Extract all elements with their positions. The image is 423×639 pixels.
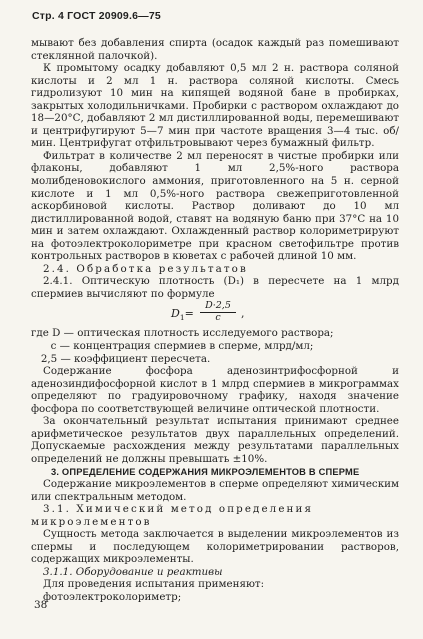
- formula-fraction: [197, 300, 239, 323]
- paragraph: Фильтрат в количестве 2 мл переносят в чистые пробирки или флаконы, добавляют 1 мл 2,5%-ного раствора молибденовокислого аммония, приготовленного на 5 н. серной кислоте и 1 мл 0,5%-ного раствора свежеприготовленной аскорбиновой кислоты. Раствор доливают до 10 мл дистиллированной водой, ставят на водяную баню при 37°С на 10 мин и затем охлаждают. Охлажденный раствор колориметрируют на фотоэлектроколориметре при красном светофильтре против контрольных растворов в кюветах с рабочей длиной 10 мм.: [31, 149, 399, 263]
- page-number: 38: [34, 599, 48, 611]
- paragraph: Для проведения испытания применяют:: [43, 578, 265, 591]
- paragraph: Содержание фосфора аденозинтрифосфорной и аденозиндифосфорной кислот в 1 млрд спермиев в микрограммах определяют по градуировочному графику, находя значение фосфора по соответствующей величине оптической плотности.: [31, 365, 399, 415]
- formula-denominator: c: [215, 312, 221, 324]
- list-item: фотоэлектроколориметр;: [43, 590, 182, 603]
- formula-lhs: $D_1=$: [171, 307, 194, 323]
- subsection-heading: 3.1. Химический метод определения микроэлементов: [31, 503, 314, 528]
- paragraph: За окончательный результат испытания принимают среднее арифметическое результатов двух параллельных определений. Допускаемые расхождения между результатами параллельных определений не должны превышать ±10%.: [31, 415, 399, 465]
- paragraph: мывают без добавления спирта (осадок каждый раз помешивают стеклянной палочкой).: [31, 37, 399, 62]
- formula-comma: ,: [241, 307, 245, 321]
- section-heading: 3. ОПРЕДЕЛЕНИЕ СОДЕРЖАНИЯ МИКРОЭЛЕМЕНТОВ В СПЕРМЕ: [51, 466, 360, 477]
- definition-line: 2,5 — коэффициент пересчета.: [31, 352, 211, 365]
- subsection-heading: 3.1.1. Оборудование и реактивы: [43, 565, 223, 578]
- definition-line: где D — оптическая плотность исследуемого раствора;: [31, 327, 334, 340]
- paragraph: Содержание микроэлементов в сперме определяют химическим или спектральным методом.: [31, 478, 399, 503]
- formula-numerator: D·2,5: [205, 300, 231, 312]
- paragraph: 2.4.1. Оптическую плотность (D₁) в пересчете на 1 млрд спермиев вычисляют по формуле: [31, 275, 399, 300]
- paragraph: К промытому осадку добавляют 0,5 мл 2 н. раствора соляной кислоты и 2 мл 1 н. раствора соляной кислоты. Смесь гидролизуют 10 мин на кипящей водяной бане в пробирках, закрытых холодильничками. Пробирки с раствором охлаждают до 18—20°С, добавляют 2 мл дистиллированной воды, перемешивают и центрифугируют 5—7 мин при частоте вращения 3—4 тыс. об/мин. Центрифугат отфильтровывают через бумажный фильтр.: [31, 62, 399, 150]
- subsection-heading: 2.4. Обработка результатов: [43, 262, 248, 275]
- page-header: Стр. 4 ГОСТ 20909.6—75: [32, 10, 161, 22]
- definition-line: с — концентрация спермиев в сперме, млрд/мл;: [31, 340, 314, 353]
- formula: [31, 300, 399, 327]
- page-body: [31, 37, 399, 604]
- paragraph: Сущность метода заключается в выделении микроэлементов из спермы и последующем колориметрировании растворов, содержащих микроэлементы.: [31, 528, 399, 566]
